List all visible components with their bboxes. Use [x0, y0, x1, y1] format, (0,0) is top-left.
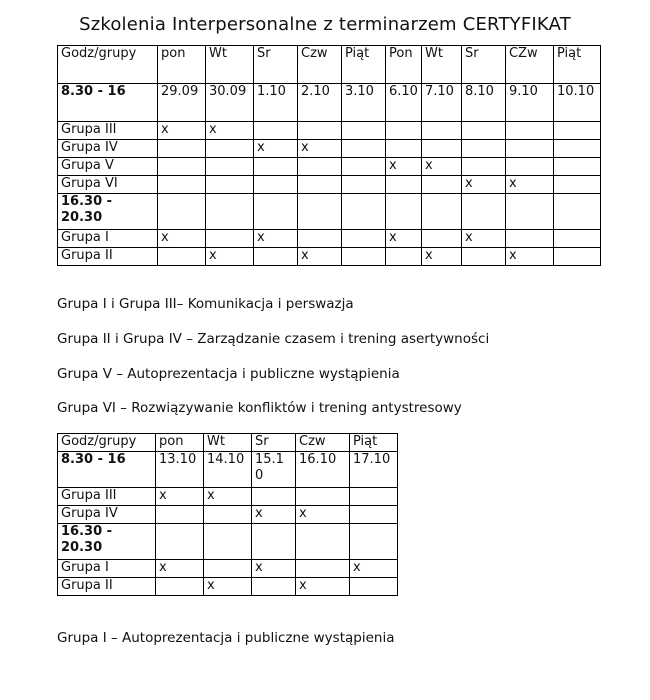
- table-row: [58, 122, 601, 140]
- table-cell: [422, 122, 462, 140]
- table-header-cell: Wt: [204, 434, 252, 452]
- table-cell: [554, 122, 601, 140]
- row-label-cell: 8.30 - 16: [58, 452, 156, 488]
- table-row: [58, 158, 601, 176]
- row-label-cell: 16.30 - 20.30: [58, 524, 156, 560]
- table-cell: 10.10: [554, 84, 601, 122]
- table-cell: 30.09: [206, 84, 254, 122]
- table-cell: x: [206, 122, 254, 140]
- table-cell: x: [506, 176, 554, 194]
- table-cell: 14.10: [204, 452, 252, 488]
- table-header-row: [58, 434, 398, 452]
- table-cell: [296, 560, 350, 578]
- table-cell: 1.10: [254, 84, 298, 122]
- row-label-cell: Grupa III: [58, 488, 156, 506]
- table-cell: [422, 140, 462, 158]
- table-cell: [342, 140, 386, 158]
- table-cell: x: [158, 122, 206, 140]
- table-cell: [254, 122, 298, 140]
- table-cell: x: [422, 158, 462, 176]
- row-label-cell: Grupa V: [58, 158, 158, 176]
- table-header-cell: Piąt: [342, 46, 386, 84]
- table-cell: [506, 194, 554, 230]
- table-header-cell: Godz/grupy: [58, 434, 156, 452]
- table-cell: x: [204, 488, 252, 506]
- table-cell: x: [462, 176, 506, 194]
- table-cell: [204, 506, 252, 524]
- row-label-cell: Grupa I: [58, 230, 158, 248]
- table-cell: x: [156, 488, 204, 506]
- table-row: [58, 84, 601, 122]
- table-cell: [554, 230, 601, 248]
- table-row: [58, 248, 601, 266]
- table-cell: [298, 194, 342, 230]
- group-topic-note: Grupa VI – Rozwiązywanie konfliktów i trening antystresowy: [57, 400, 462, 416]
- table-cell: [204, 560, 252, 578]
- table-header-cell: Piąt: [554, 46, 601, 84]
- table-cell: 16.10: [296, 452, 350, 488]
- table-row: [58, 488, 398, 506]
- schedule-table-2: [57, 433, 398, 596]
- table-cell: [506, 140, 554, 158]
- schedule-table-1: [57, 45, 601, 266]
- table-cell: 9.10: [506, 84, 554, 122]
- table-cell: x: [158, 230, 206, 248]
- table-cell: [204, 524, 252, 560]
- table-row: [58, 176, 601, 194]
- table-cell: x: [254, 230, 298, 248]
- row-label-cell: Grupa IV: [58, 506, 156, 524]
- table-cell: [342, 194, 386, 230]
- group-topic-note: Grupa V – Autoprezentacja i publiczne wystąpienia: [57, 366, 400, 382]
- table-row: [58, 524, 398, 560]
- table-cell: [298, 176, 342, 194]
- table-cell: [506, 158, 554, 176]
- table-cell: [342, 158, 386, 176]
- table-cell: [462, 158, 506, 176]
- table-row: [58, 560, 398, 578]
- table-cell: [342, 230, 386, 248]
- table-cell: [506, 122, 554, 140]
- table-cell: [156, 524, 204, 560]
- table-cell: [554, 158, 601, 176]
- group-topic-note: Grupa I – Autoprezentacja i publiczne wystąpienia: [57, 630, 395, 646]
- table-cell: [422, 176, 462, 194]
- table-header-cell: pon: [156, 434, 204, 452]
- table-cell: x: [422, 248, 462, 266]
- table-cell: [206, 158, 254, 176]
- table-cell: [206, 230, 254, 248]
- table-cell: [386, 194, 422, 230]
- table-header-cell: Śr: [254, 46, 298, 84]
- table-header-cell: Wt: [206, 46, 254, 84]
- table-cell: 15.10: [252, 452, 296, 488]
- table-cell: [252, 578, 296, 596]
- table-cell: [342, 176, 386, 194]
- table-cell: x: [386, 158, 422, 176]
- table-cell: [462, 194, 506, 230]
- table-header-row: [58, 46, 601, 84]
- row-label-cell: 16.30 - 20.30: [58, 194, 158, 230]
- table-cell: 17.10: [350, 452, 398, 488]
- table-cell: [254, 158, 298, 176]
- table-cell: x: [298, 140, 342, 158]
- table-cell: x: [206, 248, 254, 266]
- row-label-cell: Grupa III: [58, 122, 158, 140]
- table-cell: 3.10: [342, 84, 386, 122]
- table-header-cell: Wt: [422, 46, 462, 84]
- table-cell: [350, 488, 398, 506]
- table-cell: [462, 122, 506, 140]
- table-cell: [254, 176, 298, 194]
- table-cell: [254, 248, 298, 266]
- table-cell: [554, 176, 601, 194]
- table-cell: [158, 158, 206, 176]
- table-row: [58, 194, 601, 230]
- table-row: [58, 578, 398, 596]
- table-cell: [386, 140, 422, 158]
- document-title: Szkolenia Interpersonalne z terminarzem CERTYFIKAT: [79, 14, 571, 35]
- table-cell: [386, 122, 422, 140]
- table-header-cell: Piąt: [350, 434, 398, 452]
- table-cell: 2.10: [298, 84, 342, 122]
- table-row: [58, 230, 601, 248]
- table-cell: [506, 230, 554, 248]
- table-cell: [158, 176, 206, 194]
- table-header-cell: Śr: [462, 46, 506, 84]
- table-cell: [350, 578, 398, 596]
- row-label-cell: Grupa VI: [58, 176, 158, 194]
- table-cell: [156, 506, 204, 524]
- table-cell: [386, 248, 422, 266]
- table-header-cell: Czw: [298, 46, 342, 84]
- table-cell: [254, 194, 298, 230]
- table-cell: x: [254, 140, 298, 158]
- table-cell: x: [386, 230, 422, 248]
- row-label-cell: Grupa II: [58, 578, 156, 596]
- table-header-cell: Godz/grupy: [58, 46, 158, 84]
- group-topic-note: Grupa II i Grupa IV – Zarządzanie czasem i trening asertywności: [57, 331, 490, 347]
- table-cell: x: [156, 560, 204, 578]
- table-cell: [156, 578, 204, 596]
- table-cell: [252, 524, 296, 560]
- table-cell: x: [350, 560, 398, 578]
- table-row: [58, 140, 601, 158]
- table-cell: x: [252, 506, 296, 524]
- table-cell: [206, 176, 254, 194]
- table-cell: x: [296, 506, 350, 524]
- table-cell: [298, 122, 342, 140]
- table-cell: x: [462, 230, 506, 248]
- table-cell: x: [252, 560, 296, 578]
- table-cell: [158, 194, 206, 230]
- table-cell: [252, 488, 296, 506]
- table-cell: 8.10: [462, 84, 506, 122]
- table-cell: [422, 230, 462, 248]
- table-cell: 29.09: [158, 84, 206, 122]
- table-cell: [554, 248, 601, 266]
- table-header-cell: Pon: [386, 46, 422, 84]
- table-header-cell: Czw: [296, 434, 350, 452]
- table-cell: [296, 524, 350, 560]
- table-cell: [554, 140, 601, 158]
- table-cell: 6.10: [386, 84, 422, 122]
- table-cell: 7.10: [422, 84, 462, 122]
- table-cell: [350, 506, 398, 524]
- table-cell: [350, 524, 398, 560]
- table-cell: [342, 122, 386, 140]
- table-cell: [158, 248, 206, 266]
- table-cell: [158, 140, 206, 158]
- table-cell: [386, 176, 422, 194]
- table-cell: x: [506, 248, 554, 266]
- table-cell: x: [204, 578, 252, 596]
- table-cell: [462, 140, 506, 158]
- table-cell: 13.10: [156, 452, 204, 488]
- table-cell: [462, 248, 506, 266]
- table-header-cell: pon: [158, 46, 206, 84]
- row-label-cell: 8.30 - 16: [58, 84, 158, 122]
- row-label-cell: Grupa I: [58, 560, 156, 578]
- table-header-cell: Śr: [252, 434, 296, 452]
- row-label-cell: Grupa II: [58, 248, 158, 266]
- table-cell: [342, 248, 386, 266]
- row-label-cell: Grupa IV: [58, 140, 158, 158]
- table-header-cell: CZw: [506, 46, 554, 84]
- table-cell: x: [298, 248, 342, 266]
- table-row: [58, 452, 398, 488]
- table-row: [58, 506, 398, 524]
- table-cell: [298, 230, 342, 248]
- group-topic-note: Grupa I i Grupa III– Komunikacja i perswazja: [57, 296, 354, 312]
- table-cell: [206, 140, 254, 158]
- table-cell: [554, 194, 601, 230]
- table-cell: x: [296, 578, 350, 596]
- table-cell: [206, 194, 254, 230]
- table-cell: [422, 194, 462, 230]
- table-cell: [296, 488, 350, 506]
- table-cell: [298, 158, 342, 176]
